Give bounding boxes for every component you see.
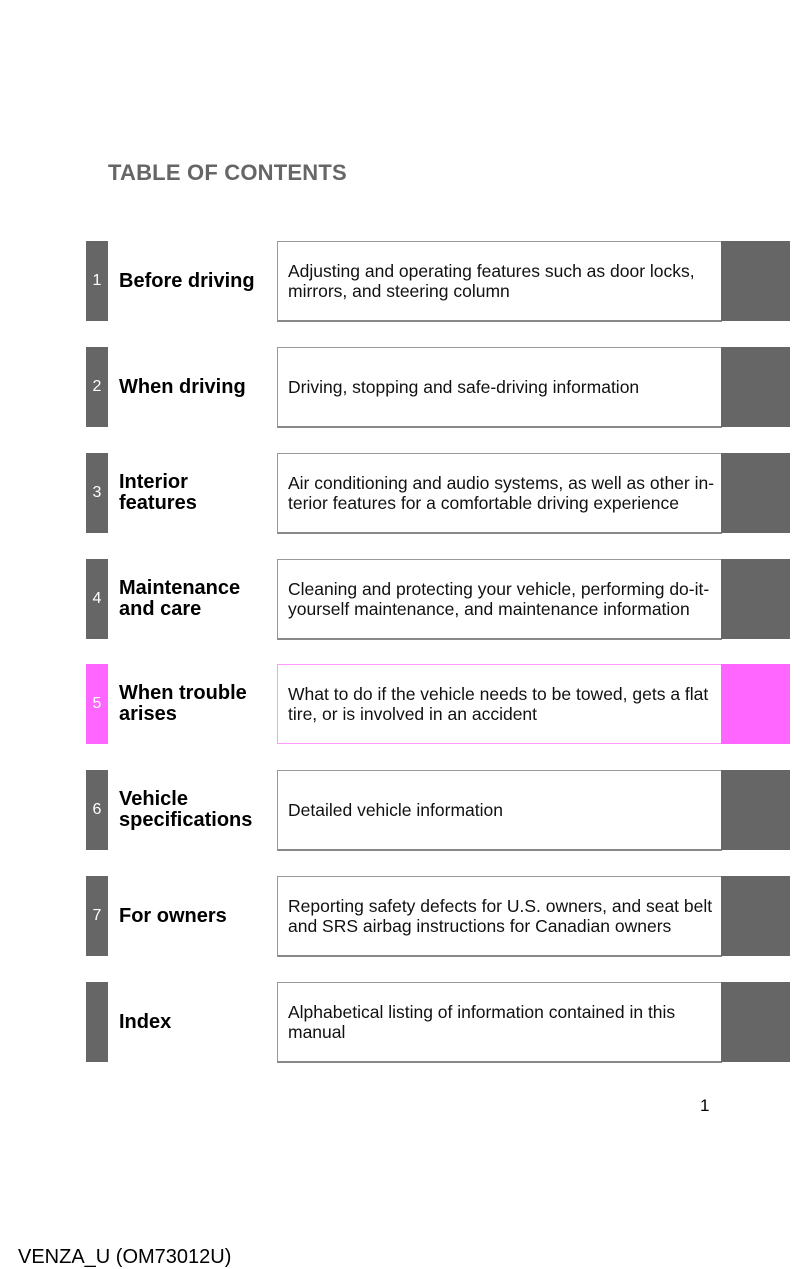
- toc-row-interior-features[interactable]: [0, 453, 808, 533]
- section-description: What to do if the vehicle needs to be towed, gets a flat tire, or is involved in an accident: [288, 684, 709, 724]
- section-title[interactable]: Maintenance and care: [119, 577, 241, 620]
- section-description: Alphabetical listing of information contained in this manual: [288, 1002, 676, 1042]
- side-index-tab[interactable]: [721, 982, 790, 1062]
- section-number-tab: 4: [86, 559, 108, 639]
- section-title[interactable]: When driving: [119, 375, 246, 398]
- section-number-tab: 1: [86, 241, 108, 321]
- section-title[interactable]: Index: [119, 1010, 172, 1033]
- section-description-box: [277, 770, 722, 851]
- section-description: Adjusting and operating features such as door locks, mirrors, and steering column: [288, 261, 695, 301]
- toc-row-for-owners[interactable]: [0, 876, 808, 956]
- toc-row-when-trouble-arises[interactable]: [0, 664, 808, 744]
- section-number-tab: 7: [86, 876, 108, 956]
- section-number-tab: 3: [86, 453, 108, 533]
- section-description: Air conditioning and audio systems, as well as other in-terior features for a comfortable driving experience: [288, 473, 715, 513]
- section-description-box: [277, 347, 722, 428]
- side-index-tab[interactable]: [721, 241, 790, 321]
- side-index-tab[interactable]: [721, 347, 790, 427]
- section-description-box: [277, 453, 722, 534]
- section-description: Cleaning and protecting your vehicle, performing do-it-yourself maintenance, and maintenance information: [288, 579, 710, 619]
- section-description-box: [277, 876, 722, 957]
- toc-title: TABLE OF CONTENTS: [108, 160, 347, 185]
- section-description: Reporting safety defects for U.S. owners, and seat belt and SRS airbag instructions for Canadian owners: [288, 896, 713, 936]
- section-title[interactable]: When trouble arises: [119, 682, 247, 725]
- toc-row-index[interactable]: [0, 982, 808, 1062]
- section-number-tab: 5: [86, 664, 108, 744]
- side-index-tab[interactable]: [721, 664, 790, 744]
- section-description-box: [277, 664, 722, 744]
- toc-row-before-driving[interactable]: [0, 241, 808, 321]
- section-number-tab: [86, 982, 108, 1062]
- side-index-tab[interactable]: [721, 770, 790, 850]
- section-title[interactable]: Interior features: [119, 471, 197, 514]
- section-description: Detailed vehicle information: [288, 800, 503, 820]
- section-title[interactable]: Vehicle specifications: [119, 788, 253, 831]
- side-index-tab[interactable]: [721, 876, 790, 956]
- section-title[interactable]: Before driving: [119, 269, 255, 292]
- section-number-tab: 2: [86, 347, 108, 427]
- toc-row-when-driving[interactable]: [0, 347, 808, 427]
- side-index-tab[interactable]: [721, 559, 790, 639]
- section-title[interactable]: For owners: [119, 904, 227, 927]
- page-number: 1: [700, 1096, 710, 1115]
- section-number-tab: 6: [86, 770, 108, 850]
- footer-manual-code: VENZA_U (OM73012U): [18, 1246, 232, 1268]
- toc-row-vehicle-specifications[interactable]: [0, 770, 808, 850]
- section-description-box: [277, 559, 722, 640]
- section-description-box: [277, 982, 722, 1063]
- side-index-tab[interactable]: [721, 453, 790, 533]
- toc-row-maintenance-and-care[interactable]: [0, 559, 808, 639]
- section-description: Driving, stopping and safe-driving information: [288, 377, 640, 397]
- section-description-box: [277, 241, 722, 322]
